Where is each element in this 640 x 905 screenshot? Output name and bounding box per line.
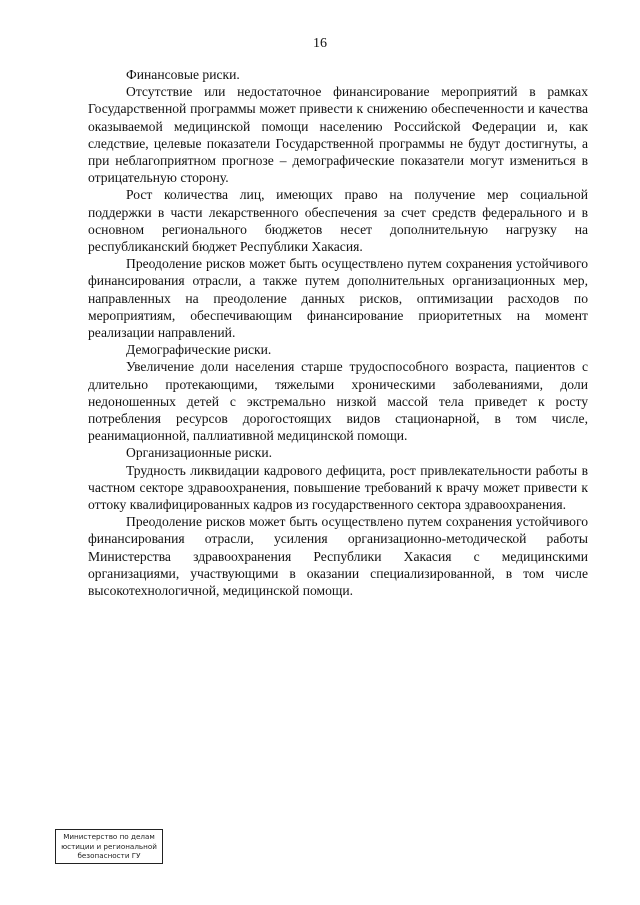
stamp-line: Министерство по делам [63, 832, 155, 841]
paragraph: Рост количества лиц, имеющих право на получение мер социальной поддержки в части лекарственного обеспечения за счет средств федерального и в основном регионального бюджетов несет дополнительную нагрузку на республиканский бюджет Республики Хакасия. [88, 187, 588, 255]
heading-financial-risks: Финансовые риски. [126, 67, 240, 82]
ministry-stamp [55, 829, 163, 864]
paragraph: Увеличение доли населения старше трудоспособного возраста, пациентов с длительно протекающими, тяжелыми хроническими заболеваниями, доли недоношенных детей с экстремально низкой массой тела приведет к росту потребления ресурсов дорогостоящих видов стационарной, в том числе, реанимационной, паллиативной медицинской помощи. [88, 359, 588, 444]
paragraph: Преодоление рисков может быть осуществлено путем сохранения устойчивого финансирования отрасли, а также путем дополнительных организационных мер, направленных на преодоление данных рисков, оптимизации расходов по мероприятиям, обеспечивающим финансирование приоритетных на момент реализации направлений. [88, 256, 588, 341]
document-body [88, 66, 588, 599]
paragraph: Трудность ликвидации кадрового дефицита, рост привлекательности работы в частном секторе здравоохранения, повышение требований к врачу может привести к оттоку квалифицированных кадров из государственного сектора здравоохранения. [88, 462, 588, 513]
heading-organizational-risks: Организационные риски. [126, 445, 273, 461]
heading-demographic-risks: Демографические риски. [126, 342, 272, 358]
paragraph: Преодоление рисков может быть осуществлено путем сохранения устойчивого финансирования отрасли, усиления организационно-методической работы Министерства здравоохранения Республики Хакасия с медицинскими организациями, участвующими в оказании специализированной, в том числе высокотехнологичной, медицинской помощи. [88, 514, 588, 599]
stamp-line: юстиции и региональной [61, 841, 157, 851]
page-number: 16 [313, 36, 327, 51]
stamp-line: безопасности ГУ [77, 851, 141, 860]
paragraph: Отсутствие или недостаточное финансирование мероприятий в рамках Государственной программы может привести к снижению обеспеченности и качества оказываемой медицинской помощи населению Российской Федерации и, как следствие, целевые показатели Государственной программы не будут достигнуты, а при неблагоприятном прогнозе – демографические показатели могут измениться в отрицательную сторону. [88, 84, 588, 186]
